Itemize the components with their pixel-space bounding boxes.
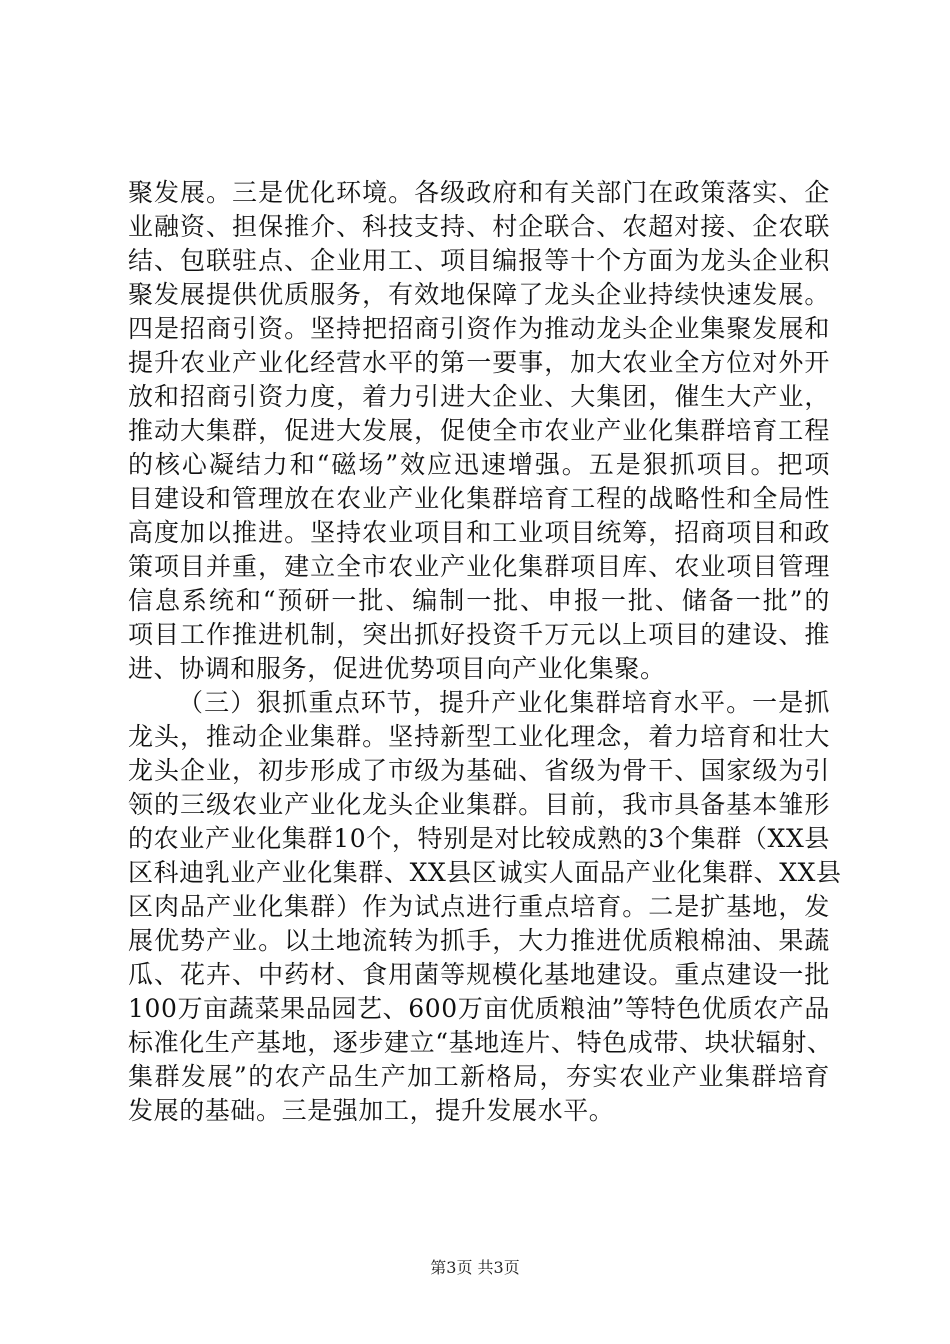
text-line: 聚发展提供优质服务，有效地保障了龙头企业持续快速发展。 <box>128 280 830 309</box>
text-line: 区肉品产业化集群）作为试点进行重点培育。二是扩基地，发 <box>128 892 830 921</box>
text-line: 标准化生产基地，逐步建立“基地连片、特色成带、块状辐射、 <box>128 1028 833 1057</box>
text-line: 结、包联驻点、企业用工、项目编报等十个方面为龙头企业积 <box>128 246 830 275</box>
text-line: 项目工作推进机制，突出抓好投资千万元以上项目的建设、推 <box>128 620 830 649</box>
text-line: 的核心凝结力和“磁场”效应迅速增强。五是狠抓项目。把项 <box>128 450 830 479</box>
text-line: 提升农业产业化经营水平的第一要事，加大农业全方位对外开 <box>128 348 830 377</box>
text-line: 龙头，推动企业集群。坚持新型工业化理念，着力培育和壮大 <box>128 722 830 751</box>
text-line: 的农业产业化集群10个，特别是对比较成熟的3个集群（XX县 <box>128 824 830 853</box>
text-line: 区科迪乳业产业化集群、XX县区诚实人面品产业化集群、XX县 <box>128 858 842 887</box>
text-line: 进、协调和服务，促进优势项目向产业化集聚。 <box>128 654 666 683</box>
text-line: 集群发展”的农产品生产加工新格局，夯实农业产业集群培育 <box>128 1062 830 1091</box>
text-line: 瓜、花卉、中药材、食用菌等规模化基地建设。重点建设一批 <box>128 960 830 989</box>
text-line: 领的三级农业产业化龙头企业集群。目前，我市具备基本雏形 <box>128 790 830 819</box>
text-line: 高度加以推进。坚持农业项目和工业项目统筹，招商项目和政 <box>128 518 830 547</box>
text-line: 展优势产业。以土地流转为抓手，大力推进优质粮棉油、果蔬 <box>128 926 830 955</box>
text-line: 推动大集群，促进大发展，促使全市农业产业化集群培育工程 <box>128 416 830 445</box>
text-line: 聚发展。三是优化环境。各级政府和有关部门在政策落实、企 <box>128 178 830 207</box>
text-line: 四是招商引资。坚持把招商引资作为推动龙头企业集聚发展和 <box>128 314 830 343</box>
text-line: 100万亩蔬菜果品园艺、600万亩优质粮油”等特色优质农产品 <box>128 994 830 1023</box>
paragraph-start-line: （三）狠抓重点环节，提升产业化集群培育水平。一是抓 <box>178 688 830 717</box>
page-number-footer: 第3页 共3页 <box>430 1258 520 1277</box>
body-text <box>128 176 842 1128</box>
text-line: 策项目并重，建立全市农业产业化集群项目库、农业项目管理 <box>128 552 830 581</box>
text-line: 发展的基础。三是强加工，提升发展水平。 <box>128 1096 615 1125</box>
text-line: 业融资、担保推介、科技支持、村企联合、农超对接、企农联 <box>128 212 830 241</box>
text-line: 目建设和管理放在农业产业化集群培育工程的战略性和全局性 <box>128 484 830 513</box>
text-line: 龙头企业，初步形成了市级为基础、省级为骨干、国家级为引 <box>128 756 830 785</box>
text-line: 信息系统和“预研一批、编制一批、申报一批、储备一批”的 <box>128 586 830 615</box>
text-line: 放和招商引资力度，着力引进大企业、大集团，催生大产业， <box>128 382 830 411</box>
